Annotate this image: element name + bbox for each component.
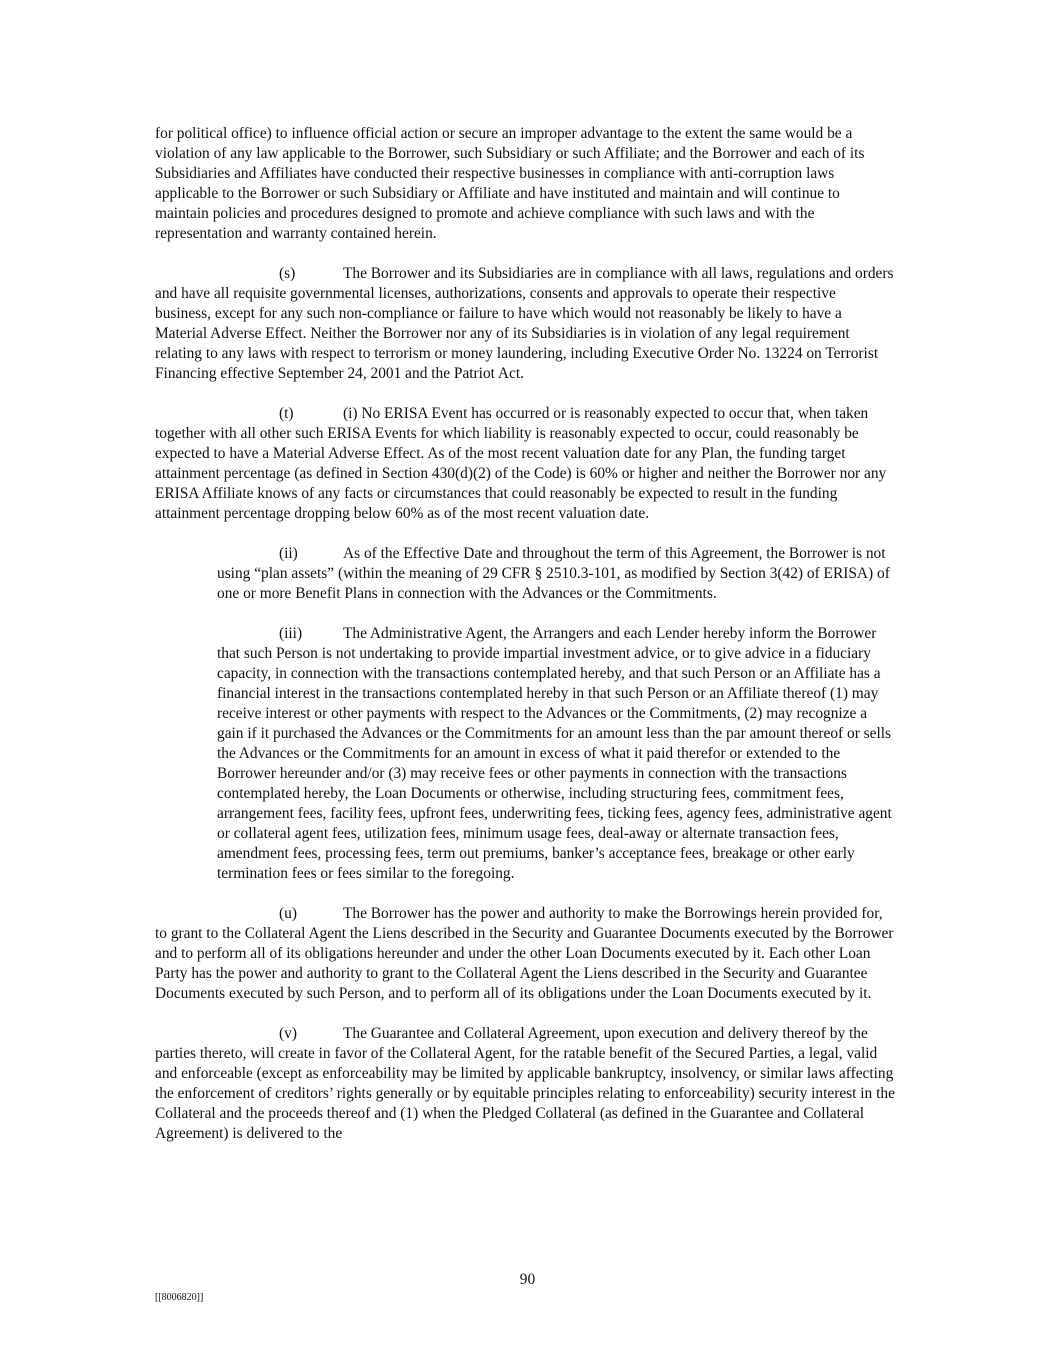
section-label-v: (v) [279,1025,297,1042]
section-label-u: (u) [279,905,297,922]
section-label-t: (t) [279,405,294,422]
paragraph-u-text: The Borrower has the power and authority to make the Borrowings herein provided for, to grant to the Collateral Agent the Liens described in the Security and Guarantee Documents executed by the Borrower and to perform all of its obligations hereunder and under the other Loan Documents executed by it. Each other Loan Party has the power and authority to grant to the Collateral Agent the Liens described in the Security and Guarantee Documents executed by such Person, and to perform all of its obligations under the Loan Documents executed by it. [155,905,894,1002]
paragraph-s [155,264,895,384]
section-label-ii: (ii) [279,545,298,562]
paragraph-t [155,404,895,524]
paragraph-v [155,1024,895,1144]
paragraph-t-ii-text: As of the Effective Date and throughout the term of this Agreement, the Borrower is not using “plan assets” (within the meaning of 29 CFR § 2510.3-101, as modified by Section 3(42) of ERISA) of one or more Benefit Plans in connection with the Advances or the Commitments. [217,545,890,602]
paragraph-continuation [155,124,895,244]
paragraph-s-text: The Borrower and its Subsidiaries are in compliance with all laws, regulations and orders and have all requisite governmental licenses, authorizations, consents and approvals to operate their respective business, except for any such non-compliance or failure to have which would not reasonably be likely to have a Material Adverse Effect. Neither the Borrower nor any of its Subsidiaries is in violation of any legal requirement relating to any laws with respect to terrorism or money laundering, including Executive Order No. 13224 on Terrorist Financing effective September 24, 2001 and the Patriot Act. [155,265,894,382]
paragraph-t-iii-text: The Administrative Agent, the Arrangers and each Lender hereby inform the Borrower that such Person is not undertaking to provide impartial investment advice, or to give advice in a fiduciary capacity, in connection with the transactions contemplated hereby, and that such Person or an Affiliate has a financial interest in the transactions contemplated hereby in that such Person or an Affiliate thereof (1) may receive interest or other payments with respect to the Advances or the Commitments, (2) may recognize a gain if it purchased the Advances or the Commitments for an amount less than the par amount thereof or sells the Advances or the Commitments for an amount in excess of what it paid therefor or extended to the Borrower hereunder and/or (3) may receive fees or other payments in connection with the transactions contemplated hereby, the Loan Documents or otherwise, including structuring fees, commitment fees, arrangement fees, facility fees, upfront fees, underwriting fees, ticking fees, agency fees, administrative agent or collateral agent fees, utilization fees, minimum usage fees, deal-away or alternate transaction fees, amendment fees, processing fees, term out premiums, banker’s acceptance fees, breakage or other early termination fees or fees similar to the foregoing. [217,625,892,882]
paragraph-t-ii [217,544,895,604]
paragraph-continuation-text: for political office) to influence official action or secure an improper advantage to the extent the same would be a violation of any law applicable to the Borrower, such Subsidiary or such Affiliate; and the Borrower and each of its Subsidiaries and Affiliates have conducted their respective businesses in compliance with anti-corruption laws applicable to the Borrower or such Subsidiary or Affiliate and have instituted and maintain and will continue to maintain policies and procedures designed to promote and achieve compliance with such laws and with the representation and warranty contained herein. [155,125,865,242]
page-number: 90 [519,1271,536,1288]
section-label-iii: (iii) [279,625,303,642]
paragraph-u [155,904,895,1004]
document-body [155,124,895,1164]
section-label-s: (s) [279,265,296,282]
paragraph-t-iii [217,624,895,884]
paragraph-t-text: (i) No ERISA Event has occurred or is reasonably expected to occur that, when taken together with all other such ERISA Events for which liability is reasonably expected to occur, could reasonably be expected to have a Material Adverse Effect. As of the most recent valuation date for any Plan, the funding target attainment percentage (as defined in Section 430(d)(2) of the Code) is 60% or higher and neither the Borrower nor any ERISA Affiliate knows of any facts or circumstances that could reasonably be expected to result in the funding attainment percentage dropping below 60% as of the most recent valuation date. [155,405,887,522]
paragraph-v-text: The Guarantee and Collateral Agreement, upon execution and delivery thereof by the parties thereto, will create in favor of the Collateral Agent, for the ratable benefit of the Secured Parties, a legal, valid and enforceable (except as enforceability may be limited by applicable bankruptcy, insolvency, or similar laws affecting the enforcement of creditors’ rights generally or by equitable principles relating to enforceability) security interest in the Collateral and the proceeds thereof and (1) when the Pledged Collateral (as defined in the Guarantee and Collateral Agreement) is delivered to the [155,1025,895,1142]
document-id: [[8006820]] [155,1292,204,1303]
